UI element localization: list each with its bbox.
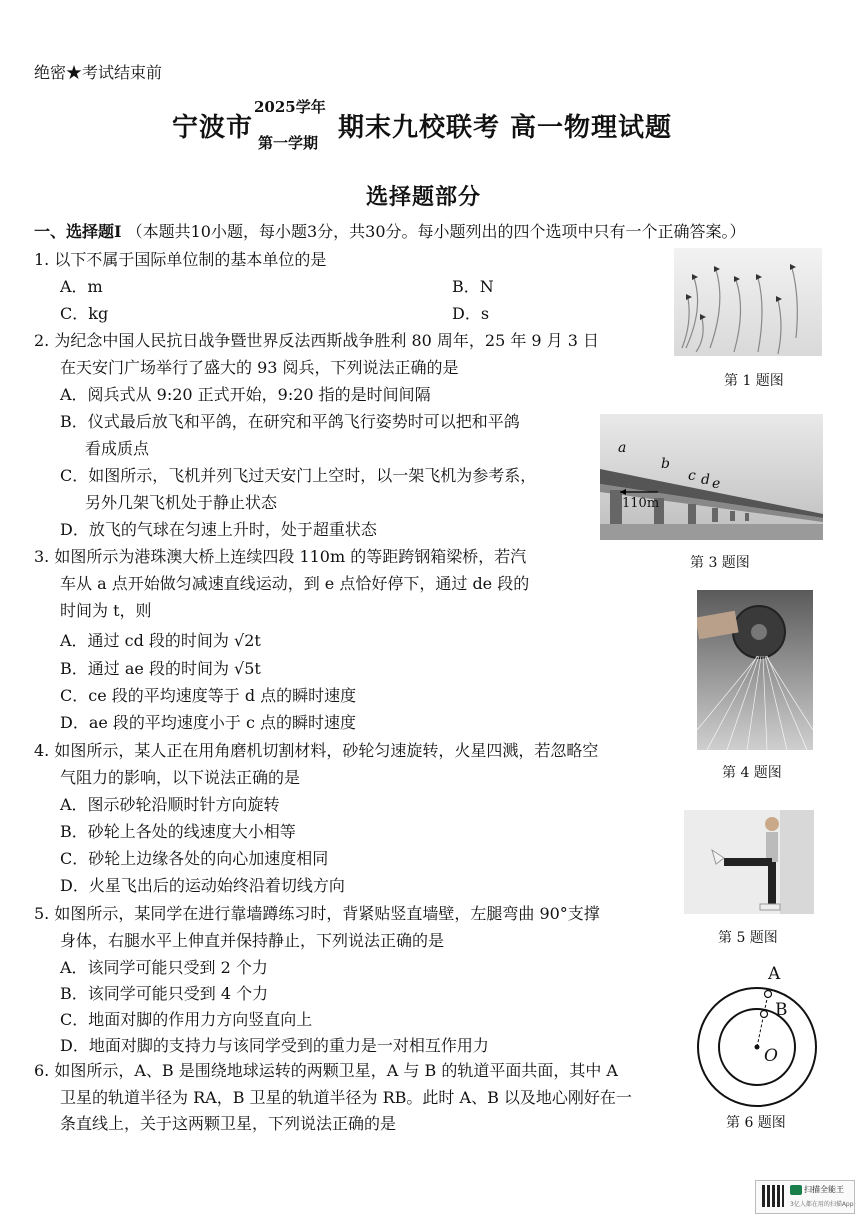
section-title: 选择题部分 [366,184,482,210]
q2-option-c-1: C．如图所示，飞机并列飞过天安门上空时，以一架飞机为参考系， [60,466,537,485]
q5-option-c: C．地面对脚的作用力方向竖直向上 [60,1010,313,1029]
q5-option-d: D．地面对脚的支持力与该同学受到的重力是一对相互作用力 [60,1036,489,1055]
scanner-slogan: 3亿人都在用的扫描App [790,1201,854,1208]
q2-option-c-2: 另外几架飞机处于静止状态 [85,493,278,512]
q2-stem-1: 2. 为纪念中国人民抗日战争暨世界反法西斯战争胜利 80 周年，25 年 9 月 3 日 [34,331,600,350]
fig3-label-e: e [712,476,721,492]
q5-stem-1: 5. 如图所示，某同学在进行靠墙蹲练习时，背紧贴竖直墙壁，左腿弯曲 90°支撑 [34,904,600,923]
q4-option-a: A．图示砂轮沿顺时针方向旋转 [60,795,280,814]
q2-option-b-1: B．仪式最后放飞和平鸽，在研究和平鸽飞行姿势时可以把和平鸽 [60,412,520,431]
fig3-label-b: b [661,456,670,472]
title-year: 2025学年 [254,98,326,116]
q3-stem-1: 3. 如图所示为港珠澳大桥上连续四段 110m 的等距跨钢箱梁桥，若汽 [34,547,527,566]
fig3-label-c: c [688,468,696,484]
planes-illustration [674,248,822,356]
q2-option-a: A．阅兵式从 9:20 正式开始，9:20 指的是时间间隔 [60,385,431,404]
app-logo-icon [790,1185,802,1195]
wallsit-illustration [684,810,814,914]
fig3-label-d: d [701,472,710,488]
title-semester: 第一学期 [258,134,319,152]
q4-option-c: C．砂轮上边缘各处的向心加速度相同 [60,849,329,868]
q5-option-b: B．该同学可能只受到 4 个力 [60,984,269,1003]
q1-option-b: B．N [452,277,494,296]
fig6-label-b: B [775,1000,788,1020]
scanner-watermark [755,1180,855,1214]
q5-option-a: A．该同学可能只受到 2 个力 [60,958,268,977]
q3-option-d: D．ae 段的平均速度小于 c 点的瞬时速度 [60,713,357,732]
fig6-label-a: A [768,964,781,984]
q2-option-d: D．放飞的气球在匀速上升时，处于超重状态 [60,520,377,539]
fig3-caption: 第 3 题图 [690,555,750,571]
q4-stem-1: 4. 如图所示，某人正在用角磨机切割材料，砂轮匀速旋转，火星四溅，若忽略空 [34,741,599,760]
fig5-caption: 第 5 题图 [718,930,778,946]
q3-option-b: B．通过 ae 段的时间为 √5t [60,659,261,678]
fig4-grinder-photo [697,590,813,750]
q3-stem-3: 时间为 t，则 [60,601,152,620]
q3-stem-2: 车从 a 点开始做匀减速直线运动，到 e 点恰好停下，通过 de 段的 [60,574,530,593]
fig5-wallsit-photo [684,810,814,914]
q2-option-b-2: 看成质点 [85,439,150,458]
q2-stem-2: 在天安门广场举行了盛大的 93 阅兵，下列说法正确的是 [60,358,459,377]
q5-stem-2: 身体，右腿水平上伸直并保持静止，下列说法正确的是 [60,931,445,950]
qr-code-icon [762,1185,784,1207]
q3-option-a: A．通过 cd 段的时间为 √2t [60,631,261,650]
title-city: 宁波市 [172,113,254,143]
alignment-line [757,994,768,1047]
fig1-caption: 第 1 题图 [724,373,784,389]
q6-stem-2: 卫星的轨道半径为 RA，B 卫星的轨道半径为 RB。此时 A、B 以及地心刚好在一 [60,1088,632,1107]
confidential-notice: 绝密★考试结束前 [34,63,163,82]
fig3-label-a: a [618,440,627,456]
grinder-illustration [697,590,813,750]
part-label: 一、选择题Ⅰ [34,222,122,241]
q6-stem-3: 条直线上，关于这两颗卫星，下列说法正确的是 [60,1114,397,1133]
fig1-planes-photo [674,248,822,356]
earth-center [755,1045,760,1050]
q4-option-d: D．火星飞出后的运动始终沿着切线方向 [60,876,345,895]
part-heading [34,222,746,242]
fig3-span-label: 110m [622,496,660,511]
q1-option-a: A．m [60,277,103,296]
q6-stem-1: 6. 如图所示，A、B 是围绕地球运转的两颗卫星，A 与 B 的轨道平面共面，其中 A [34,1061,618,1080]
part-description: （本题共10小题，每小题3分，共30分。每小题列出的四个选项中只有一个正确答案。） [126,222,746,241]
satellite-b [761,1011,768,1018]
satellite-a [765,991,772,998]
q1-option-c: C．kg [60,304,109,323]
fig6-label-o: O [764,1046,778,1066]
fig4-caption: 第 4 题图 [722,765,782,781]
fig6-caption: 第 6 题图 [726,1115,786,1131]
q1-stem: 1. 以下不属于国际单位制的基本单位的是 [34,250,327,269]
q3-option-c: C．ce 段的平均速度等于 d 点的瞬时速度 [60,686,357,705]
q1-option-d: D．s [452,304,490,323]
fig6-orbit-diagram [694,984,820,1110]
q4-stem-2: 气阻力的影响，以下说法正确的是 [60,768,301,787]
title-exam: 期末九校联考 高一物理试题 [338,113,673,143]
scanner-name: 扫描全能王 [804,1185,844,1194]
q4-option-b: B．砂轮上各处的线速度大小相等 [60,822,296,841]
fig3-bridge-photo [600,414,823,540]
